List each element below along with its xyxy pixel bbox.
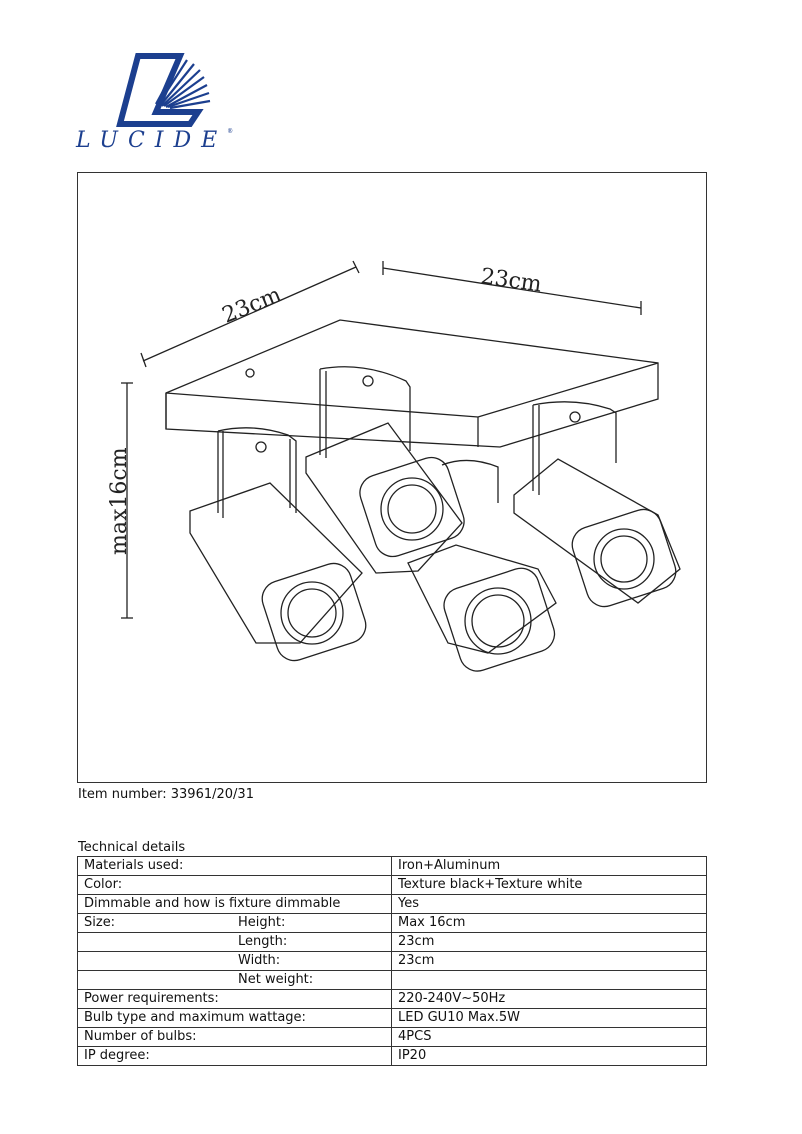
table-row xyxy=(78,990,707,1009)
spot-2-bracket xyxy=(320,367,410,458)
spec-label xyxy=(78,990,392,1009)
brand-wordmark xyxy=(76,128,234,153)
spot-1-head xyxy=(258,559,371,665)
spot-3-body xyxy=(408,545,556,653)
spec-sublabel: Width: xyxy=(238,953,281,968)
brand-name: LUCIDE xyxy=(76,128,228,153)
spec-label xyxy=(78,876,392,895)
spec-sublabel: Length: xyxy=(238,934,288,949)
item-number-value: 33961/20/31 xyxy=(170,787,254,802)
technical-details-table xyxy=(77,856,707,1066)
spec-label-text: Power requirements: xyxy=(84,991,219,1006)
spec-value: Iron+Aluminum xyxy=(392,857,707,876)
spec-label xyxy=(78,895,392,914)
spec-label-text: Bulb type and maximum wattage: xyxy=(84,1010,306,1025)
spec-label xyxy=(78,971,392,990)
spot-2-body xyxy=(306,423,462,573)
spec-label xyxy=(78,857,392,876)
spec-value: Texture black+Texture white xyxy=(392,876,707,895)
spec-value: Max 16cm xyxy=(392,914,707,933)
spec-label-text: Dimmable and how is fixture dimmable xyxy=(84,896,341,911)
technical-details-title: Technical details xyxy=(78,840,186,855)
dim-label-height: max16cm xyxy=(107,447,132,555)
spec-label-text: Size: xyxy=(84,915,116,930)
spec-value: 4PCS xyxy=(392,1028,707,1047)
spec-label xyxy=(78,1047,392,1066)
table-row xyxy=(78,971,707,990)
table-row xyxy=(78,952,707,971)
spec-value xyxy=(392,971,707,990)
spot-3-bracket xyxy=(442,460,498,503)
spec-value: 220-240V~50Hz xyxy=(392,990,707,1009)
spec-label xyxy=(78,1009,392,1028)
spec-value: 23cm xyxy=(392,933,707,952)
spec-label xyxy=(78,933,392,952)
table-row xyxy=(78,1047,707,1066)
spec-value: IP20 xyxy=(392,1047,707,1066)
table-row xyxy=(78,895,707,914)
spec-label xyxy=(78,952,392,971)
item-number xyxy=(78,787,254,802)
table-row xyxy=(78,1009,707,1028)
spec-sublabel: Net weight: xyxy=(238,972,314,987)
spec-label-text: Color: xyxy=(84,877,123,892)
dim-label-width-2: 23cm xyxy=(479,264,544,298)
item-number-label: Item number: xyxy=(78,787,167,802)
spec-label xyxy=(78,914,392,933)
spec-value: Yes xyxy=(392,895,707,914)
spot-2-head xyxy=(355,453,468,561)
spec-label-text: Number of bulbs: xyxy=(84,1029,197,1044)
dim-label-width-1: 23cm xyxy=(218,282,285,329)
lucide-logo-mark xyxy=(76,50,226,128)
spec-value: LED GU10 Max.5W xyxy=(392,1009,707,1028)
spec-value: 23cm xyxy=(392,952,707,971)
spec-label xyxy=(78,1028,392,1047)
spec-label-text: IP degree: xyxy=(84,1048,150,1063)
fixture-line-drawing xyxy=(78,173,708,784)
table-row xyxy=(78,1028,707,1047)
spot-3-head xyxy=(439,564,559,676)
table-row xyxy=(78,876,707,895)
product-drawing xyxy=(77,172,707,783)
registered-mark: ® xyxy=(227,128,234,135)
spec-label-text: Materials used: xyxy=(84,858,184,873)
table-row xyxy=(78,933,707,952)
table-row xyxy=(78,914,707,933)
table-row xyxy=(78,857,707,876)
spot-4-head xyxy=(568,505,681,611)
brand-logo xyxy=(76,50,234,160)
spot-1-bracket xyxy=(218,428,296,518)
spec-sublabel: Height: xyxy=(238,915,286,930)
